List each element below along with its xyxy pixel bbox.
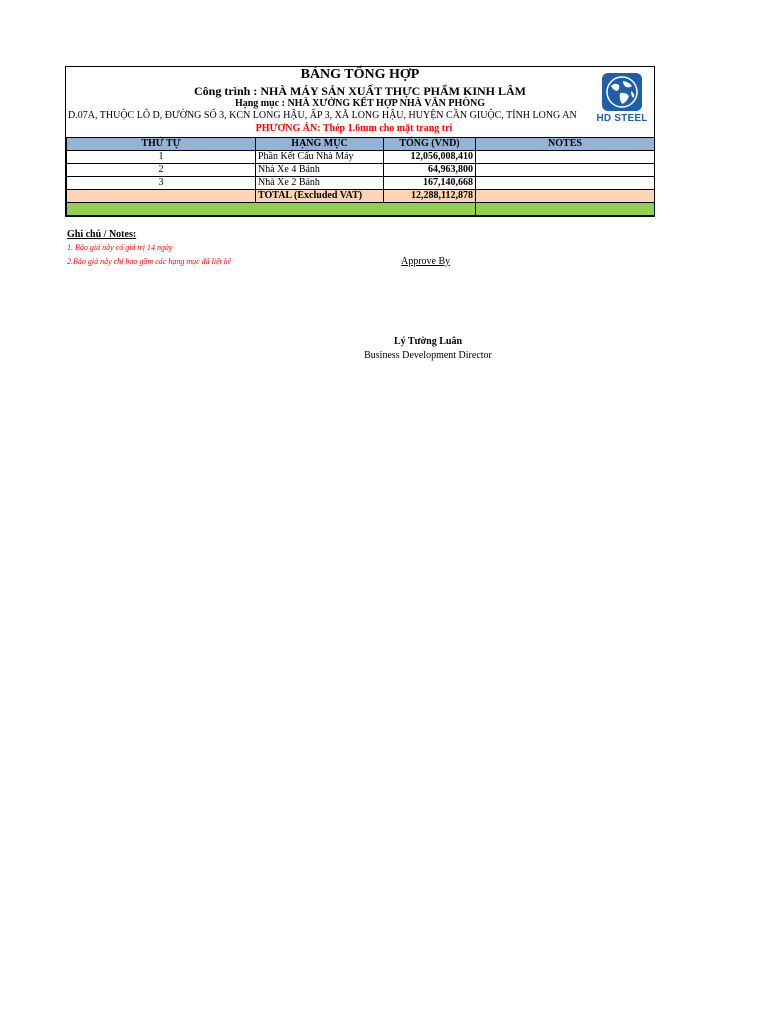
sheet-header <box>66 67 654 137</box>
table-row <box>67 177 655 190</box>
logo-brand-text: HD STEEL <box>596 113 648 124</box>
total-label: TOTAL (Excluded VAT) <box>256 190 384 203</box>
globe-icon <box>602 73 642 111</box>
approve-label: Approve By <box>401 256 451 267</box>
total-value: 12,288,112,878 <box>384 190 476 203</box>
sheet-title: BẢNG TỔNG HỢP <box>300 67 420 82</box>
project-name: Công trình : NHÀ MÁY SẢN XUẤT THỰC PHẨM KINH LÂM <box>193 84 526 98</box>
footer-cell <box>67 203 476 216</box>
option-note: PHƯƠNG ÁN: Thép 1.6mm cho mặt trang trí <box>255 123 453 134</box>
row-number: 3 <box>67 177 256 190</box>
row-notes <box>476 164 655 177</box>
table-header-row <box>67 138 655 151</box>
row-number: 1 <box>67 151 256 164</box>
total-notes-cell <box>476 190 655 203</box>
column-header-notes: NOTES <box>476 138 655 151</box>
row-item: Nhà Xe 2 Bánh <box>256 177 384 190</box>
column-header-total: TỔNG (VND) <box>384 138 476 151</box>
footer-notes-cell <box>476 203 655 216</box>
notes-title: Ghi chú / Notes: <box>67 229 137 240</box>
row-item: Phần Kết Cấu Nhà Máy <box>256 151 384 164</box>
table-row <box>67 151 655 164</box>
summary-sheet <box>65 66 655 217</box>
footer-row <box>67 203 655 216</box>
note-item: 1. Báo giá này có giá trị 14 ngày <box>67 243 173 252</box>
hd-steel-logo <box>594 73 650 123</box>
total-empty-cell <box>67 190 256 203</box>
column-header-item: HẠNG MỤC <box>256 138 384 151</box>
note-item: 2.Báo giá này chỉ bao gồm các hạng mục đã liệt kê <box>67 257 231 266</box>
project-address: D.07A, THUỘC LÔ D, ĐƯỜNG SỐ 3, KCN LONG HẬU, ẤP 3, XÃ LONG HẬU, HUYỆN CẦN GIUỘC, TỈNH LONG AN <box>68 110 577 121</box>
summary-table <box>66 137 655 216</box>
row-notes <box>476 177 655 190</box>
row-total: 12,056,008,410 <box>384 151 476 164</box>
row-notes <box>476 151 655 164</box>
table-row <box>67 164 655 177</box>
category-name: Hạng mục : NHÀ XƯỞNG KẾT HỢP NHÀ VĂN PHÒNG <box>234 98 486 109</box>
signer-name: Lý Tường Luân <box>393 336 463 347</box>
signer-title: Business Development Director <box>364 350 492 361</box>
row-item: Nhà Xe 4 Bánh <box>256 164 384 177</box>
column-header-no: THỨ TỰ <box>67 138 256 151</box>
row-number: 2 <box>67 164 256 177</box>
row-total: 167,140,668 <box>384 177 476 190</box>
row-total: 64,963,800 <box>384 164 476 177</box>
total-row <box>67 190 655 203</box>
